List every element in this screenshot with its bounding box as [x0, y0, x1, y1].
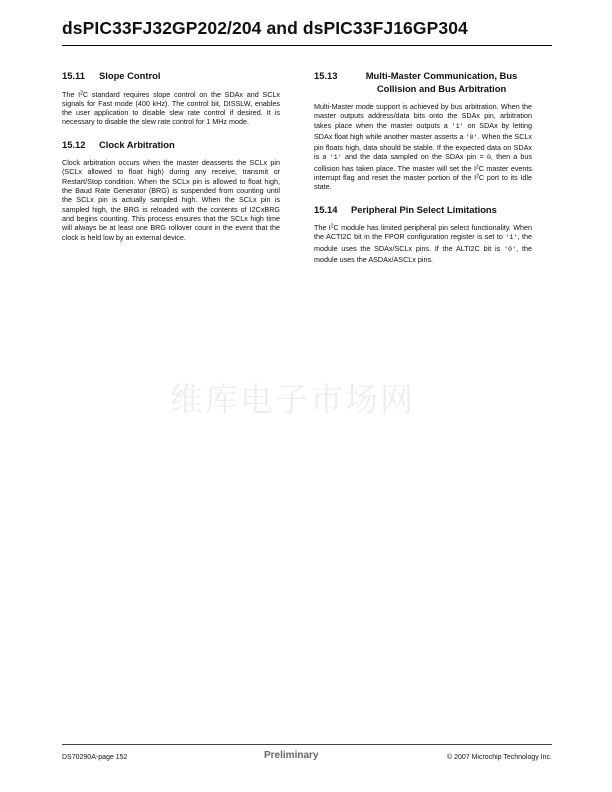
section-title: Peripheral Pin Select Limitations — [351, 203, 497, 215]
section-title: Multi-Master Communication, Bus Collision and Bus Arbitration — [365, 70, 518, 94]
section-number: 15.14 — [314, 203, 338, 215]
section-number: 15.12 — [62, 138, 86, 150]
multi-master-paragraph: Multi-Master mode support is achieved by bus arbitration. When the master outputs address/data bits onto the SDAx pin, arbitration takes place when the master outputs a '1' on SDAx by letting SDAx float high while another master asserts a '0'. When the SCLx pin floats high, data should be stable. If the expected data on SDAx is a '1' and the data sampled on the SDAx pin = 0, then a bus collision has taken place. The master will set the $I^2C$ master events interrupt flag and reset the master portion of the $I^2C$ port to its Idle state. — [314, 102, 533, 192]
right-column — [314, 70, 532, 274]
footer-status: Preliminary — [264, 750, 319, 761]
page-title: dsPIC33FJ32GP202/204 and dsPIC33FJ16GP304 — [62, 18, 468, 38]
section-title: Clock Arbitration — [99, 138, 175, 150]
footer-page-id: DS70290A-page 152 — [62, 754, 128, 761]
section-heading-15-12 — [62, 139, 280, 152]
section-heading-15-14 — [314, 204, 532, 217]
clock-arbitration-paragraph: Clock arbitration occurs when the master deasserts the SCLx pin (SCLx allowed to float high) during any receive, transmit or Restart/Stop condition. When the SCLx pin is allowed to float high, the Baud Rate Generator (BRG) is suspended from counting until the SCLx pin is actually sampled high. When the SCLx pin is sampled high, the BRG is reloaded with the contents of I2CxBRG and begins counting. This process ensures that the SCLx high time will always be at least one BRG rollover count in the event that the clock is held low by an external device. — [62, 158, 280, 242]
footer-divider — [62, 744, 552, 745]
footer-copyright: © 2007 Microchip Technology Inc. — [446, 754, 552, 761]
section-title: Slope Control — [99, 70, 161, 81]
slope-control-paragraph: The $I^2C$ standard requires slope control on the SDAx and SCLx signals for Fast mode (400 kHz). The control bit, DISSLW, enables the user application to disable slew rate control if desired. It is necessary to disable the slew rate control for 1 MHz mode. — [62, 89, 280, 127]
left-column — [62, 70, 280, 252]
section-heading-15-11 — [62, 70, 280, 83]
section-heading-15-13 — [314, 70, 532, 95]
pps-limitations-paragraph: The $I^2C$ module has limited peripheral pin select functionality. When the ACTI2C bit in the FPOR configuration register is set to '1', the module uses the SDAx/SCLx pins. If the ALTI2C bit is '0', the module uses the ASDAx/ASCLx pins. — [314, 223, 533, 265]
watermark: 维库电子市场网 — [170, 380, 415, 419]
title-divider — [62, 45, 552, 46]
section-number: 15.11 — [62, 70, 85, 81]
section-number: 15.13 — [314, 70, 338, 81]
